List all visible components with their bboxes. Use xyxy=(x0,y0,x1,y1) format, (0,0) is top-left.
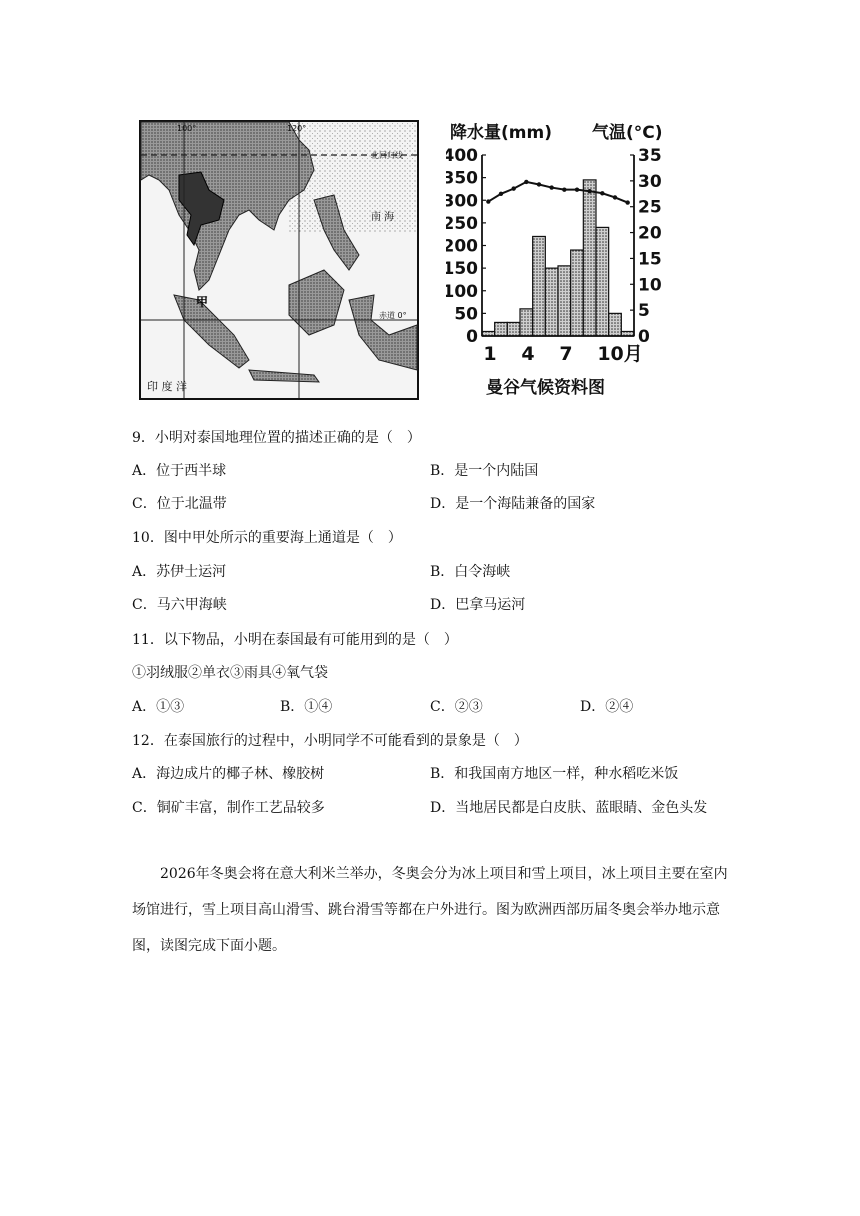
temperature-line xyxy=(488,182,627,203)
equator-label: 赤道 0° xyxy=(379,311,407,320)
q9-option-d[interactable]: D．是一个海陆兼备的国家 xyxy=(430,496,596,512)
temp-tick-label: 30 xyxy=(638,171,662,192)
temp-tick-label: 15 xyxy=(638,249,662,270)
x-tick-label: 1 xyxy=(483,343,497,365)
temp-point-4 xyxy=(524,180,528,184)
q12-option-b[interactable]: B．和我国南方地区一样，种水稻吃米饭 xyxy=(430,766,679,782)
lon-label-100: 100° xyxy=(177,124,197,133)
temp-point-5 xyxy=(537,182,541,186)
temp-point-10 xyxy=(600,191,604,195)
temp-point-2 xyxy=(499,192,503,196)
temp-tick-label: 0 xyxy=(638,327,650,347)
precip-bar-8 xyxy=(571,250,584,336)
q10-option-a[interactable]: A．苏伊士运河 xyxy=(132,564,227,580)
temp-tick-label: 5 xyxy=(638,301,650,322)
precip-tick-label: 400 xyxy=(446,146,478,166)
q10-option-b[interactable]: B．白令海峡 xyxy=(430,564,511,580)
q10-option-c[interactable]: C．马六甲海峡 xyxy=(132,597,227,613)
winter-olympics-passage: 2026年冬奥会将在意大利米兰举办，冬奥会分为冰上项目和雪上项目，冰上项目主要在室内场馆进行，雪上项目高山滑雪、跳台滑雪等都在户外进行。图为欧洲西部历届冬奥会举办地示意图，读图完成下面小题。 xyxy=(132,866,728,954)
x-tick-label: 4 xyxy=(521,343,535,365)
precip-tick-label: 200 xyxy=(446,236,478,257)
precip-bar-5 xyxy=(533,236,546,336)
q11-option-d[interactable]: D．②④ xyxy=(580,699,634,715)
south-china-sea-label: 南 海 xyxy=(371,212,395,223)
q9-option-b[interactable]: B．是一个内陆国 xyxy=(430,463,539,479)
q11-stem: 11．以下物品，小明在泰国最有可能用到的是（ ） xyxy=(132,632,458,648)
precip-bar-4 xyxy=(520,309,533,336)
precip-bar-3 xyxy=(507,322,520,336)
chart-ylabel-left: 降水量(mm) xyxy=(450,123,552,143)
q11-items: ①羽绒服②单衣③雨具④氧气袋 xyxy=(132,665,328,681)
chart-title: 曼谷气候资料图 xyxy=(486,378,605,398)
precip-tick-label: 150 xyxy=(446,259,478,280)
q9-option-a[interactable]: A．位于西半球 xyxy=(132,463,227,479)
temp-point-6 xyxy=(549,185,553,189)
temp-tick-label: 20 xyxy=(638,223,662,244)
temp-point-1 xyxy=(486,199,490,203)
tropic-label: 北回归线 xyxy=(371,151,403,160)
temp-tick-label: 10 xyxy=(638,275,662,296)
precip-bar-10 xyxy=(596,227,609,336)
precip-tick-label: 300 xyxy=(446,191,478,212)
temp-point-7 xyxy=(562,187,566,191)
q12-option-d[interactable]: D．当地居民都是白皮肤、蓝眼睛、金色头发 xyxy=(430,800,708,816)
precip-tick-label: 100 xyxy=(446,281,478,302)
q12-option-a[interactable]: A．海边成片的椰子林、橡胶树 xyxy=(132,766,325,782)
temp-point-11 xyxy=(613,195,617,199)
q12-stem: 12．在泰国旅行的过程中，小明同学不可能看到的景象是（ ） xyxy=(132,733,528,749)
x-tick-label: 10月 xyxy=(597,343,643,365)
precip-tick-label: 250 xyxy=(446,213,478,234)
temp-tick-label: 25 xyxy=(638,197,662,218)
precip-bar-9 xyxy=(583,180,596,336)
q11-option-c[interactable]: C．②③ xyxy=(430,699,483,715)
temp-point-12 xyxy=(625,200,629,204)
precip-bar-6 xyxy=(545,268,558,336)
q10-option-d[interactable]: D．巴拿马运河 xyxy=(430,597,526,613)
precip-bar-11 xyxy=(609,313,622,336)
q10-stem: 10．图中甲处所示的重要海上通道是（ ） xyxy=(132,530,402,546)
indian-ocean-label: 印 度 洋 xyxy=(147,380,187,393)
bangkok-climate-chart xyxy=(446,118,676,408)
q12-option-c[interactable]: C．铜矿丰富，制作工艺品较多 xyxy=(132,800,325,816)
place-jia-label: 甲 xyxy=(196,295,209,309)
chart-ylabel-right: 气温(°C) xyxy=(592,123,663,143)
precip-bar-7 xyxy=(558,266,571,336)
precip-bar-2 xyxy=(495,322,508,336)
precip-tick-label: 0 xyxy=(466,327,478,347)
temp-tick-label: 35 xyxy=(638,146,662,166)
southeast-asia-map xyxy=(139,120,419,400)
q11-option-a[interactable]: A．①③ xyxy=(132,699,185,715)
temp-point-8 xyxy=(575,187,579,191)
precip-tick-label: 50 xyxy=(454,304,478,325)
precip-tick-label: 350 xyxy=(446,168,478,189)
temp-point-3 xyxy=(511,186,515,190)
q9-option-c[interactable]: C．位于北温带 xyxy=(132,496,227,512)
lon-label-120: 120° xyxy=(287,124,307,133)
q9-stem: 9．小明对泰国地理位置的描述正确的是（ ） xyxy=(132,430,421,446)
x-tick-label: 7 xyxy=(559,343,573,365)
temp-point-9 xyxy=(587,189,591,193)
q11-option-b[interactable]: B．①④ xyxy=(280,699,333,715)
